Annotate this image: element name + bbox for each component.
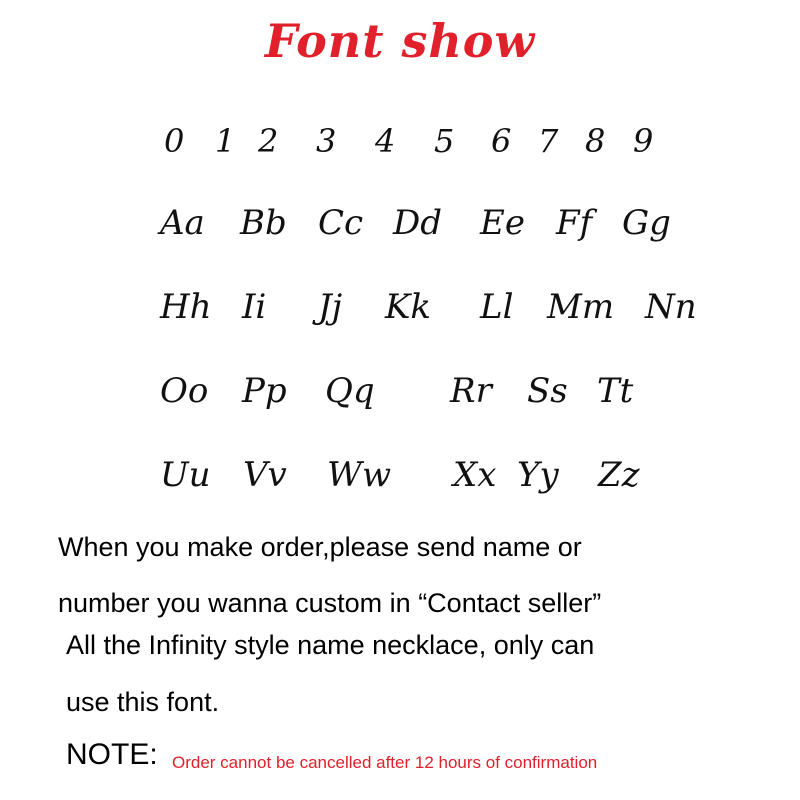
letter-pair-vv: Vv — [243, 455, 287, 495]
digit-6: 6 — [491, 122, 512, 160]
letter-pair-ee: Ee — [480, 203, 525, 243]
letter-pair-uu: Uu — [160, 455, 211, 495]
note-label: NOTE: — [66, 738, 158, 771]
digit-5: 5 — [434, 122, 455, 160]
letter-pair-pp: Pp — [242, 371, 287, 411]
letter-pair-bb: Bb — [240, 203, 287, 243]
letter-pair-jj: Jj — [318, 287, 343, 327]
digit-0: 0 — [164, 122, 185, 160]
letter-pair-ii: Ii — [242, 287, 267, 327]
digit-8: 8 — [585, 122, 606, 160]
letter-pair-gg: Gg — [622, 203, 671, 243]
letter-pair-tt: Tt — [597, 371, 634, 411]
instruction-line-4: use this font. — [66, 687, 220, 717]
letter-pair-yy: Yy — [517, 455, 559, 495]
letter-pair-zz: Zz — [598, 455, 640, 495]
letter-pair-ll: Ll — [480, 287, 514, 327]
instruction-line-3: All the Infinity style name necklace, only can — [66, 630, 595, 660]
letter-pair-qq: Qq — [325, 371, 375, 411]
letter-pair-kk: Kk — [385, 287, 432, 327]
instruction-line-1: When you make order,please send name or — [58, 532, 582, 562]
digit-7: 7 — [538, 122, 559, 160]
letter-pair-ss: Ss — [527, 371, 568, 411]
digit-4: 4 — [375, 122, 396, 160]
page-title: Font show — [264, 14, 536, 68]
note-text: Order cannot be cancelled after 12 hours of confirmation — [172, 753, 598, 772]
letter-pair-hh: Hh — [160, 287, 212, 327]
digit-9: 9 — [633, 122, 654, 160]
letter-pair-xx: Xx — [453, 455, 497, 495]
letter-pair-ww: Ww — [327, 455, 392, 495]
letter-pair-mm: Mm — [547, 287, 615, 327]
letter-pair-ff: Ff — [556, 203, 593, 243]
letter-pair-nn: Nn — [645, 287, 697, 327]
letter-pair-dd: Dd — [393, 203, 443, 243]
digit-2: 2 — [258, 122, 279, 160]
letter-pair-oo: Oo — [160, 371, 209, 411]
letter-pair-rr: Rr — [450, 371, 492, 411]
letter-pair-cc: Cc — [318, 203, 364, 243]
instruction-line-2: number you wanna custom in “Contact seller” — [58, 588, 602, 618]
letter-pair-aa: Aa — [160, 203, 205, 243]
digit-1: 1 — [215, 122, 236, 160]
digit-3: 3 — [316, 122, 337, 160]
